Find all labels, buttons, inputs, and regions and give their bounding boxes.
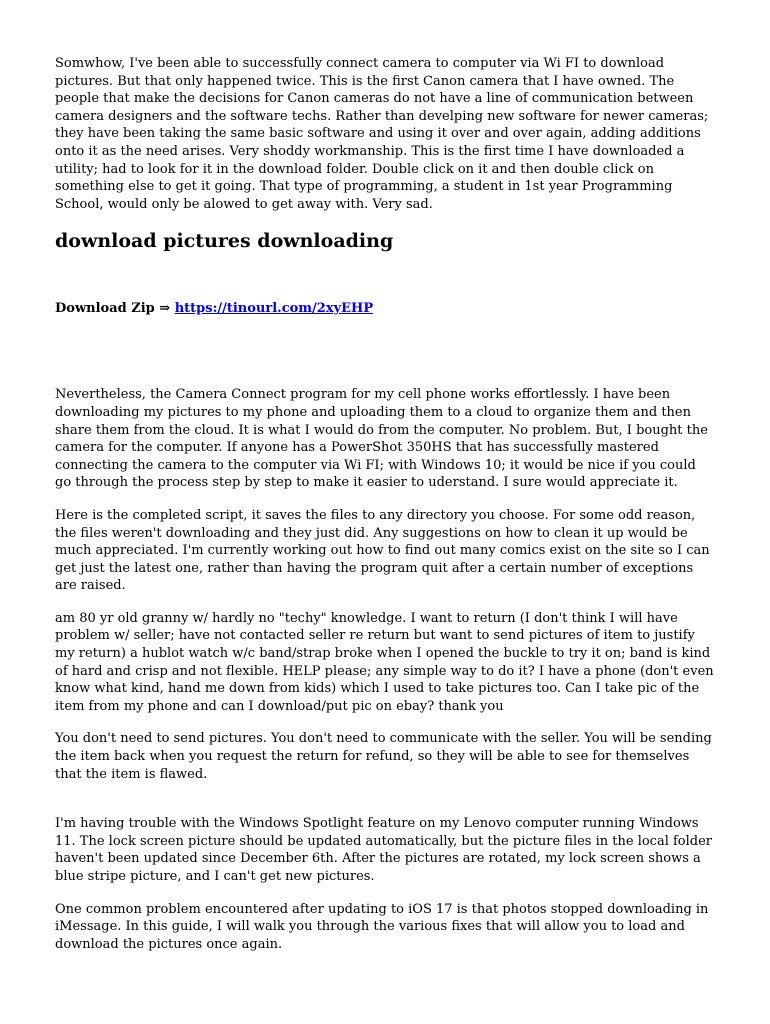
paragraph-granny-return: am 80 yr old granny w/ hardly no "techy" knowledge. I want to return (I don't think I will have problem w/ seller; have not contacted seller re return but want to send pictures of item to justify my return) a hublot watch w/c band/strap broke when I opened the buckle to try it on; band is kind of hard and crisp and not flexible. HELP please; any simple way to do it? I have a phone (don't even know what kind, hand me down from kids) which I used to take pictures too. Can I take pic of the item from my phone and can I download/put pic on ebay? thank you (55, 610, 714, 714)
paragraph-reply-return: You don't need to send pictures. You don't need to communicate with the seller. You will be sending the item back when you request the return for refund, so they will be able to see for themselves that the item is flawed. (55, 731, 712, 782)
paragraph-script: Here is the completed script, it saves the files to any directory you choose. For some odd reason, the files weren't downloading and they just did. Any suggestions on how to clean it up would be much appreciated. I'm currently working out how to find out many comics exist on the site so I can get just the latest one, rather than having the program quit after a certain number of exceptions are raised. (55, 507, 710, 594)
page-heading: download pictures downloading (55, 230, 394, 253)
document-page (55, 55, 715, 953)
paragraph-ios17: One common problem encountered after updating to iOS 17 is that photos stopped downloading in iMessage. In this guide, I will walk you through the various fixes that will allow you to load and download the pictures once again. (55, 901, 709, 952)
download-line (55, 300, 715, 318)
paragraph-windows-spotlight: I'm having trouble with the Windows Spotlight feature on my Lenovo computer running Windows 11. The lock screen picture should be updated automatically, but the picture files in the local folder haven't been updated since December 6th. After the pictures are rotated, my lock screen shows a blue stripe picture, and I can't get new pictures. (55, 816, 713, 884)
paragraph-camera-connect: Nevertheless, the Camera Connect program for my cell phone works effortlessly. I have been downloading my pictures to my phone and uploading them to a cloud to organize them and then share them from the cloud. It is what I would do from the computer. No problem. But, I bought the camera for the computer. If anyone has a PowerShot 350HS that has successfully mastered connecting the camera to the computer via Wi FI; with Windows 10; it would be nice if you could go through the process step by step to make it easier to uderstand. I sure would appreciate it. (55, 387, 708, 491)
download-link[interactable]: https://tinourl.com/2xyEHP (174, 301, 374, 317)
paragraph-camera-wifi: Somwhow, I've been able to successfully connect camera to computer via Wi FI to download pictures. But that only happened twice. This is the first Canon camera that I have owned. The people that make the decisions for Canon cameras do not have a line of communication between camera designers and the software techs. Rather than develping new software for newer cameras; they have been taking the same basic software and using it over and over again, adding additions onto it as the need arises. Very shoddy workmanship. This is the first time I have downloaded a utility; had to look for it in the download folder. Double click on it and then double click on something else to get it going. That type of programming, a student in 1st year Programming School, would only be alowed to get away with. Very sad. (55, 56, 709, 212)
download-label: Download Zip ⇒ (55, 301, 175, 317)
